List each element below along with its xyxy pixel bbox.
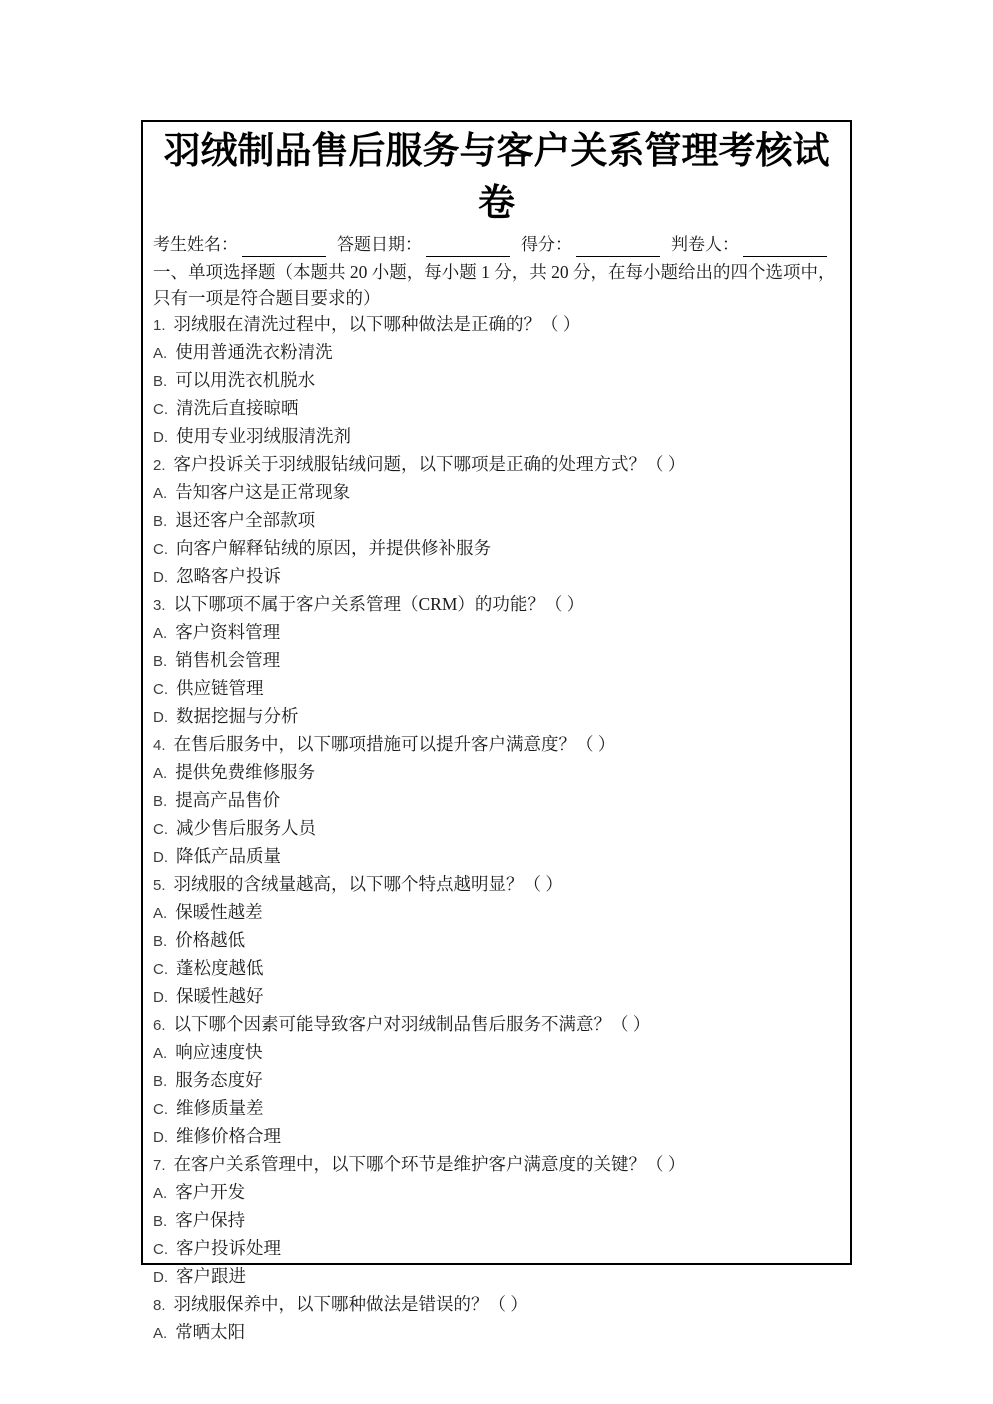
question-text: 羽绒服的含绒量越高，以下哪个特点越明显？（ ） [173, 874, 563, 894]
question-number: 6. [153, 1017, 166, 1034]
option-text: 价格越低 [175, 930, 246, 950]
question-4-option-b [153, 787, 840, 815]
question-1 [153, 311, 840, 339]
question-5 [153, 871, 840, 899]
option-letter: B. [153, 513, 168, 530]
question-4-option-d [153, 843, 840, 871]
page-title: 羽绒制品售后服务与客户关系管理考核试卷 [163, 131, 830, 224]
option-text: 客户保持 [175, 1210, 246, 1230]
option-text: 保暖性越差 [175, 902, 263, 922]
option-letter: A. [153, 345, 168, 362]
question-4-option-a [153, 759, 840, 787]
question-3-option-c [153, 675, 840, 703]
option-letter: A. [153, 625, 168, 642]
question-8-option-a [153, 1319, 840, 1347]
exam-info-row [153, 233, 840, 257]
question-1-option-a [153, 339, 840, 367]
option-letter: C. [153, 401, 168, 418]
option-text: 保暖性越好 [176, 986, 264, 1006]
score-blank[interactable] [576, 240, 660, 257]
question-5-option-b [153, 927, 840, 955]
option-text: 销售机会管理 [175, 650, 281, 670]
question-text: 在客户关系管理中，以下哪个环节是维护客户满意度的关键？（ ） [173, 1154, 686, 1174]
grader-label: 判卷人： [671, 235, 739, 254]
question-2-option-c [153, 535, 840, 563]
question-text: 在售后服务中，以下哪项措施可以提升客户满意度？（ ） [173, 734, 616, 754]
option-text: 提供免费维修服务 [175, 762, 316, 782]
option-letter: C. [153, 541, 168, 558]
score-label: 得分： [521, 235, 572, 254]
question-1-option-b [153, 367, 840, 395]
question-1-option-c [153, 395, 840, 423]
option-text: 可以用洗衣机脱水 [175, 370, 316, 390]
option-text: 减少售后服务人员 [176, 818, 316, 838]
option-letter: A. [153, 1185, 168, 1202]
option-letter: C. [153, 1241, 168, 1258]
question-7-option-a [153, 1179, 840, 1207]
question-text: 羽绒服保养中，以下哪种做法是错误的？（ ） [173, 1294, 528, 1314]
option-text: 客户资料管理 [175, 622, 281, 642]
question-5-option-d [153, 983, 840, 1011]
question-text: 客户投诉关于羽绒服钻绒问题，以下哪项是正确的处理方式？（ ） [173, 454, 686, 474]
option-text: 告知客户这是正常现象 [175, 482, 351, 502]
option-letter: D. [153, 569, 168, 586]
option-text: 清洗后直接晾晒 [176, 398, 299, 418]
option-text: 维修质量差 [176, 1098, 264, 1118]
option-text: 常晒太阳 [175, 1322, 246, 1342]
question-number: 3. [153, 597, 166, 614]
option-letter: A. [153, 485, 168, 502]
option-text: 维修价格合理 [176, 1126, 281, 1146]
option-letter: B. [153, 933, 168, 950]
question-text: 羽绒服在清洗过程中，以下哪种做法是正确的？（ ） [173, 314, 581, 334]
question-3 [153, 591, 840, 619]
option-text: 退还客户全部款项 [175, 510, 316, 530]
question-3-option-a [153, 619, 840, 647]
question-1-option-d [153, 423, 840, 451]
section-heading: 一、单项选择题（本题共 20 小题，每小题 1 分，共 20 分，在每小题给出的四个选项中，只有一项是符合题目要求的） [153, 262, 836, 308]
answer-date-group [337, 233, 510, 257]
exam-paper-page [141, 120, 852, 1342]
question-6 [153, 1011, 840, 1039]
candidate-name-blank[interactable] [242, 240, 326, 257]
option-letter: A. [153, 905, 168, 922]
question-number: 8. [153, 1297, 166, 1314]
question-number: 7. [153, 1157, 166, 1174]
option-letter: C. [153, 1101, 168, 1118]
question-5-option-c [153, 955, 840, 983]
grader-blank[interactable] [743, 240, 827, 257]
candidate-name-label: 考生姓名： [153, 235, 238, 254]
option-text: 蓬松度越低 [176, 958, 264, 978]
grader-group [671, 233, 827, 257]
option-letter: A. [153, 1045, 168, 1062]
option-letter: D. [153, 709, 168, 726]
option-letter: B. [153, 793, 168, 810]
question-number: 1. [153, 317, 166, 334]
question-6-option-c [153, 1095, 840, 1123]
option-text: 使用专业羽绒服清洗剂 [176, 426, 351, 446]
question-6-option-b [153, 1067, 840, 1095]
question-number: 4. [153, 737, 166, 754]
option-text: 客户跟进 [176, 1266, 246, 1286]
question-7-option-d [153, 1263, 840, 1291]
question-4-option-c [153, 815, 840, 843]
question-7 [153, 1151, 840, 1179]
question-text: 以下哪个因素可能导致客户对羽绒制品售后服务不满意？（ ） [173, 1014, 651, 1034]
question-7-option-b [153, 1207, 840, 1235]
option-letter: D. [153, 1269, 168, 1286]
option-text: 数据挖掘与分析 [176, 706, 299, 726]
answer-date-blank[interactable] [426, 240, 510, 257]
answer-date-label: 答题日期： [337, 235, 422, 254]
option-letter: D. [153, 1129, 168, 1146]
option-text: 供应链管理 [176, 678, 264, 698]
option-text: 响应速度快 [175, 1042, 263, 1062]
option-letter: B. [153, 373, 168, 390]
question-2 [153, 451, 840, 479]
option-text: 客户投诉处理 [176, 1238, 281, 1258]
option-letter: D. [153, 429, 168, 446]
option-text: 忽略客户投诉 [176, 566, 281, 586]
question-3-option-b [153, 647, 840, 675]
option-letter: B. [153, 1213, 168, 1230]
question-7-option-c [153, 1235, 840, 1263]
option-letter: C. [153, 681, 168, 698]
question-list [153, 311, 840, 1347]
candidate-name-group [153, 233, 326, 257]
option-letter: A. [153, 1325, 168, 1342]
option-text: 降低产品质量 [176, 846, 281, 866]
question-2-option-b [153, 507, 840, 535]
score-group [521, 233, 660, 257]
option-letter: C. [153, 821, 168, 838]
option-text: 服务态度好 [175, 1070, 263, 1090]
question-3-option-d [153, 703, 840, 731]
question-number: 2. [153, 457, 166, 474]
option-text: 向客户解释钻绒的原因，并提供修补服务 [176, 538, 491, 558]
option-text: 使用普通洗衣粉清洗 [175, 342, 333, 362]
question-number: 5. [153, 877, 166, 894]
question-4 [153, 731, 840, 759]
question-6-option-d [153, 1123, 840, 1151]
question-2-option-d [153, 563, 840, 591]
option-letter: B. [153, 1073, 168, 1090]
option-letter: B. [153, 653, 168, 670]
question-8 [153, 1291, 840, 1319]
option-letter: D. [153, 849, 168, 866]
question-5-option-a [153, 899, 840, 927]
option-text: 提高产品售价 [175, 790, 281, 810]
question-text: 以下哪项不属于客户关系管理（CRM）的功能？（ ） [173, 594, 585, 614]
option-text: 客户开发 [175, 1182, 246, 1202]
question-2-option-a [153, 479, 840, 507]
option-letter: D. [153, 989, 168, 1006]
question-6-option-a [153, 1039, 840, 1067]
option-letter: C. [153, 961, 168, 978]
option-letter: A. [153, 765, 168, 782]
